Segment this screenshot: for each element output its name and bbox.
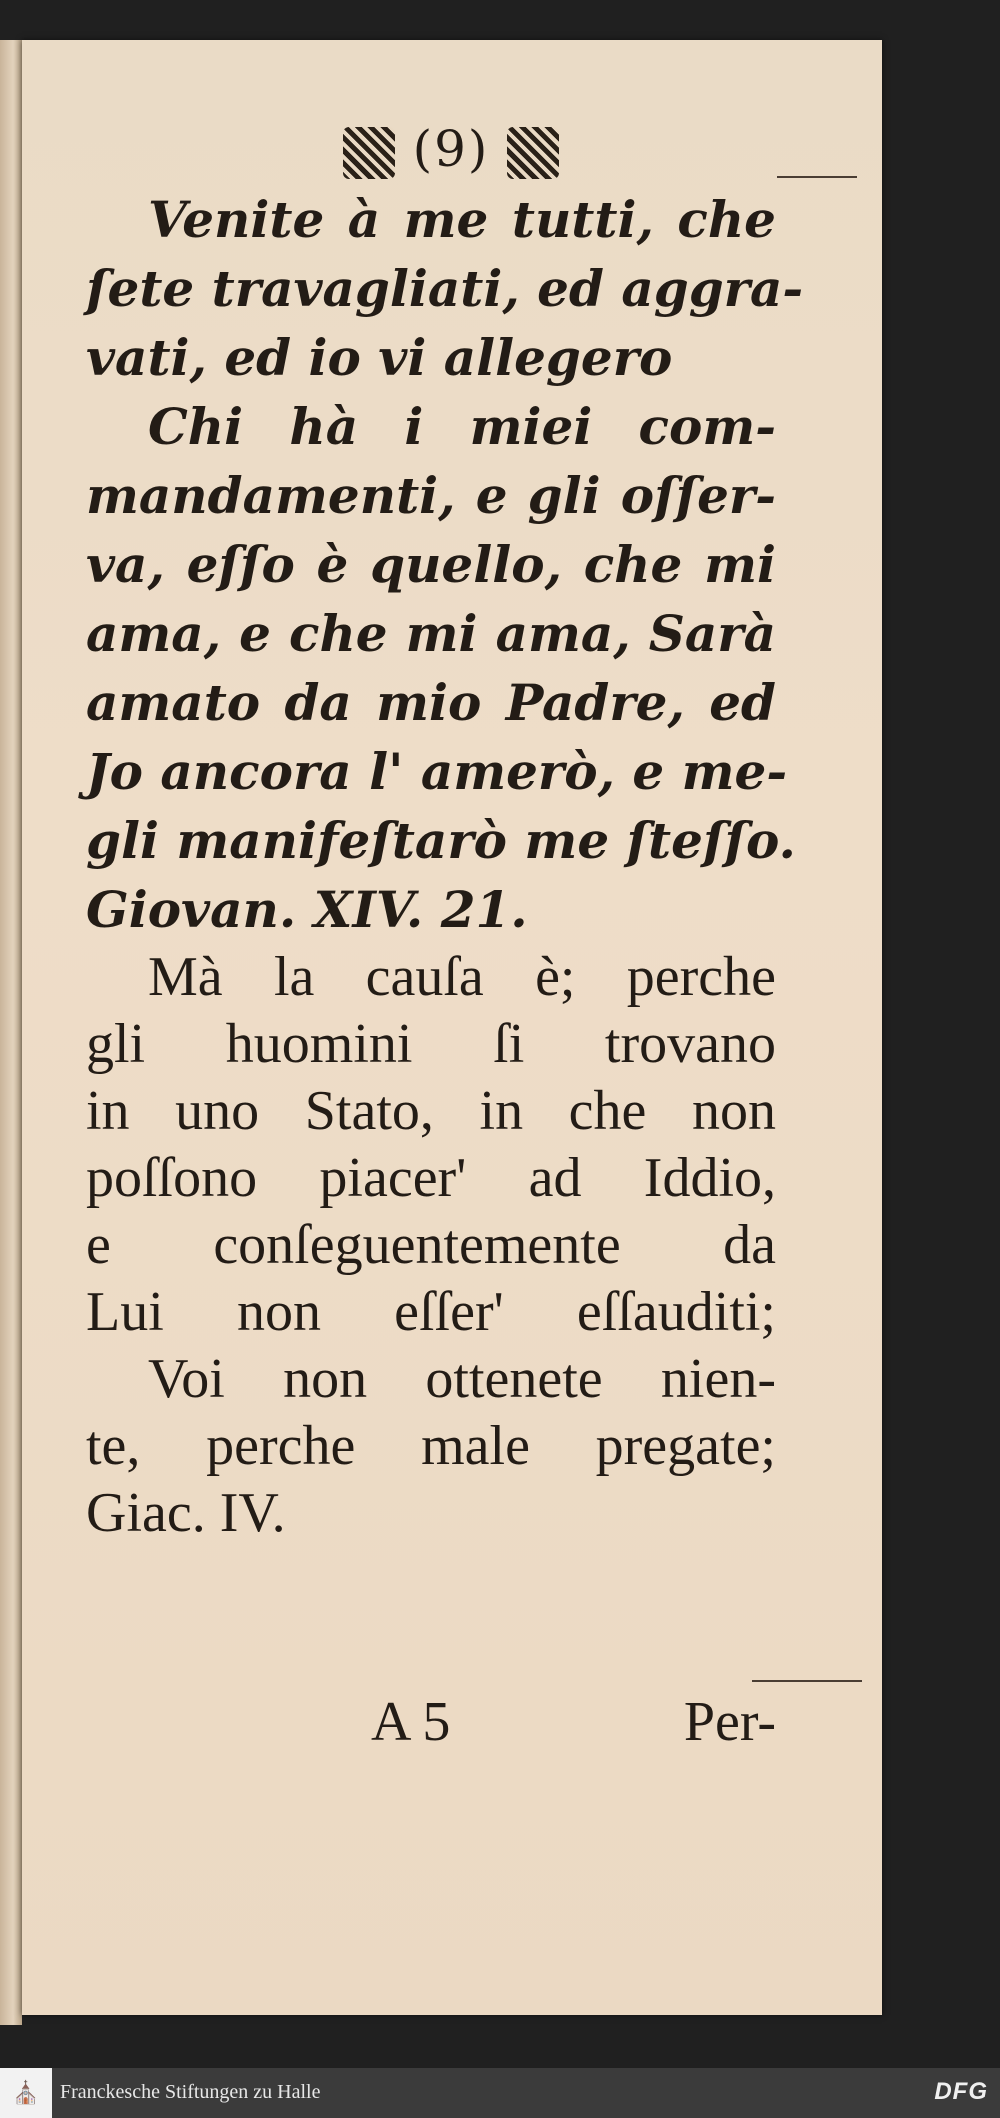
text-line: Lui non eſſer' eſſauditi; — [86, 1281, 776, 1343]
text-line: va, eſſo è quello, che mi — [86, 535, 776, 594]
text-line: Jo ancora l' amerò, e me- — [86, 742, 788, 801]
text-line: ſete travagliati, ed aggra- — [86, 259, 804, 318]
text-line: amato da mio Padre, ed — [86, 673, 776, 732]
text-line: Giovan. XIV. 21. — [86, 880, 528, 939]
text-line: ama, e che mi ama, Sarà — [86, 604, 776, 663]
page-header — [126, 120, 776, 179]
text-line: Chi hà i miei com- — [148, 397, 776, 456]
page-text — [86, 120, 804, 1547]
signature-mark: A 5 — [371, 1691, 451, 1753]
facing-page-edge — [0, 40, 22, 2025]
text-line: vati, ed io vi allegero — [86, 328, 673, 387]
text-line: in uno Stato, in che non — [86, 1080, 776, 1142]
text-line: Mà la cauſa è; perche — [148, 946, 776, 1008]
book-page — [22, 40, 882, 2015]
text-line: gli huomini ſi trovano — [86, 1013, 776, 1075]
text-line: poſſono piacer' ad Iddio, — [86, 1147, 776, 1209]
text-line: mandamenti, e gli oſſer- — [86, 466, 776, 525]
text-line: te, perche male pregate; — [86, 1415, 776, 1477]
text-line: Voi non ottenete nien- — [148, 1348, 776, 1410]
text-line: Giac. IV. — [86, 1482, 286, 1544]
ink-mark — [777, 176, 857, 178]
ornament-icon — [507, 127, 559, 179]
francke-foundation-logo-icon: ⛪ — [0, 2068, 52, 2118]
text-line: Venite à me tutti, che — [148, 190, 776, 249]
catchword: Per- — [683, 1691, 776, 1753]
text-line: gli manifeſtarò me ſteſſo. — [86, 811, 796, 870]
page-number: (9) — [412, 120, 490, 178]
text-lines — [86, 185, 804, 1547]
institution-name: Franckesche Stiftungen zu Halle — [60, 2081, 321, 2103]
dfg-logo: DFG — [934, 2078, 988, 2105]
ornament-icon — [343, 127, 395, 179]
ink-mark — [752, 1680, 862, 1682]
footer-bar — [0, 2068, 1000, 2118]
text-line: e conſeguentemente da — [86, 1214, 776, 1276]
